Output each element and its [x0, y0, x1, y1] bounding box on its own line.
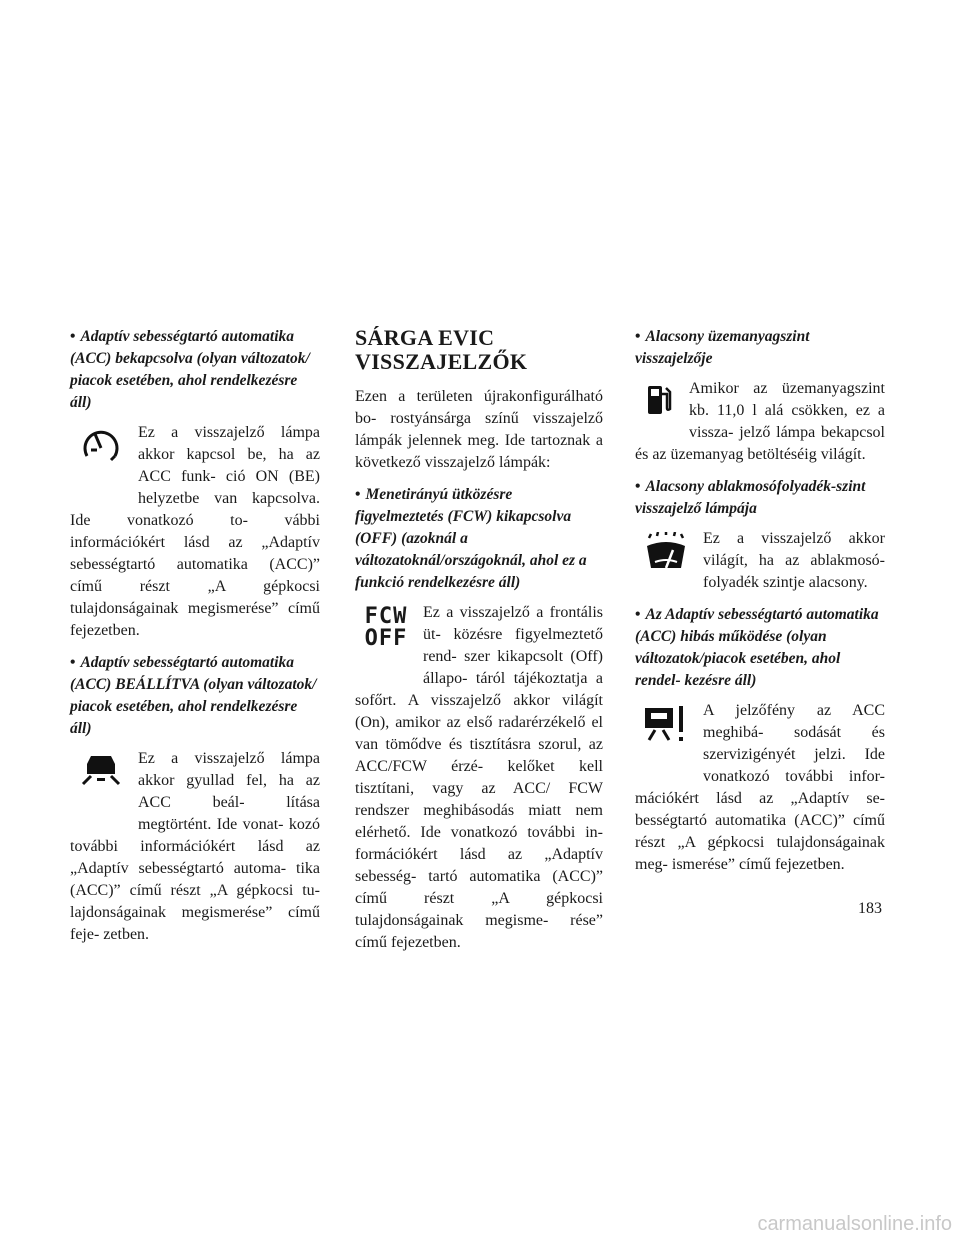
acc-on-icon — [70, 426, 132, 492]
section-intro: Ezen a területen újrakonfigurálható bo- rostyánsárga színű visszajelző lámpák jelennek meg. Ide tartoznak a következő visszajelző lámpák: — [355, 388, 603, 471]
acc-set-text: Ez a visszajelző lámpa akkor gyullad fel, ha az ACC beál- lítása megtörtént. Ide vonat- kozó további információkért lásd az „Adaptív sebességtartó automa- tika (ACC)” című részt „A gépkocsi tu- lajdonságainak megismerése” című feje- zetben. — [70, 750, 320, 943]
bullet-heading-acc-on: • Adaptív sebességtartó automatika (ACC) bekapcsolva (olyan változatok/ piacok esetében, ahol rendelkezésre áll) — [70, 328, 310, 411]
acc-fault-icon — [635, 704, 697, 770]
fcw-off-icon: FCW OFF — [364, 604, 408, 651]
section-heading: SÁRGA EVIC VISSZAJELZŐK — [355, 325, 528, 374]
fuel-text: Amikor az üzemanyagszint kb. 11,0 l alá csökken, ez a vissza- jelző lámpa bekapcsol és az üzemanyag betöltéséig világít. — [635, 380, 885, 463]
bullet-heading-fuel: • Alacsony üzemanyagszint visszajelzője — [635, 328, 810, 367]
bullet-heading-washer: • Alacsony ablakmosófolyadék-szint visszajelző lámpája — [635, 478, 866, 517]
column-3 — [635, 326, 885, 886]
fcw-off-text: Ez a visszajelző a frontális üt- közésre figyelmeztető rend- szer kikapcsolt (Off) állapo- táról tájékoztatja a sofőrt. A visszajelző akkor világít (On), amikor az első radarérzékelő el van tömődve és tisztításra szorul, az ACC/FCW érzé- kelőket kell tisztítani, vagy az ACC/ FCW rendszer meghibásodás miatt nem elérhető. Ide vonatkozó további in- formációkért lásd az „Adaptív sebesség- tartó automatika (ACC)” című részt „A gépkocsi tulajdonságainak megisme- rése” című fejezetben. — [355, 604, 603, 951]
bullet-heading-acc-fault: • Az Adaptív sebességtartó automatika (ACC) hibás működése (olyan változatok/piacok esetében, ahol rendel- kezésre áll) — [635, 606, 879, 689]
column-1 — [70, 326, 320, 956]
acc-fault-text: A jelzőfény az ACC meghibá- sodását és szervizigényét jelzi. Ide vonatkozó további infor- mációkért lásd az „Adaptív se- bességtartó automatika (ACC)” című részt „A gépkocsi tulajdonságainak meg- ismerése” című fejezetben. — [635, 702, 885, 873]
page-number: 183 — [858, 900, 882, 917]
washer-fluid-icon — [635, 532, 697, 598]
fuel-icon — [635, 382, 683, 428]
acc-set-icon — [70, 752, 132, 818]
bullet-heading-acc-set: • Adaptív sebességtartó automatika (ACC) BEÁLLÍTVA (olyan változatok/ piacok esetében, ahol rendelkezésre áll) — [70, 654, 317, 737]
bullet-heading-fcw-off: • Menetirányú ütközésre figyelmeztetés (FCW) kikapcsolva (OFF) (azoknál a változatoknál/országoknál, ahol ez a funkció rendelkezésre áll) — [355, 486, 587, 591]
acc-on-text: Ez a visszajelző lámpa akkor kapcsol be, ha az ACC funk- ció ON (BE) helyzetbe van kapcsolva. Ide vonatkozó to- vábbi információkért lásd az „Adaptív sebességtartó automatika (ACC)” című részt „A gépkocsi tulajdonságainak megismerése” című fejezetben. — [70, 424, 320, 639]
washer-text: Ez a visszajelző akkor világít, ha az ablakmosó-folyadék szintje alacsony. — [703, 530, 885, 591]
column-2 — [355, 326, 603, 964]
watermark: carmanualsonline.info — [757, 1213, 952, 1235]
